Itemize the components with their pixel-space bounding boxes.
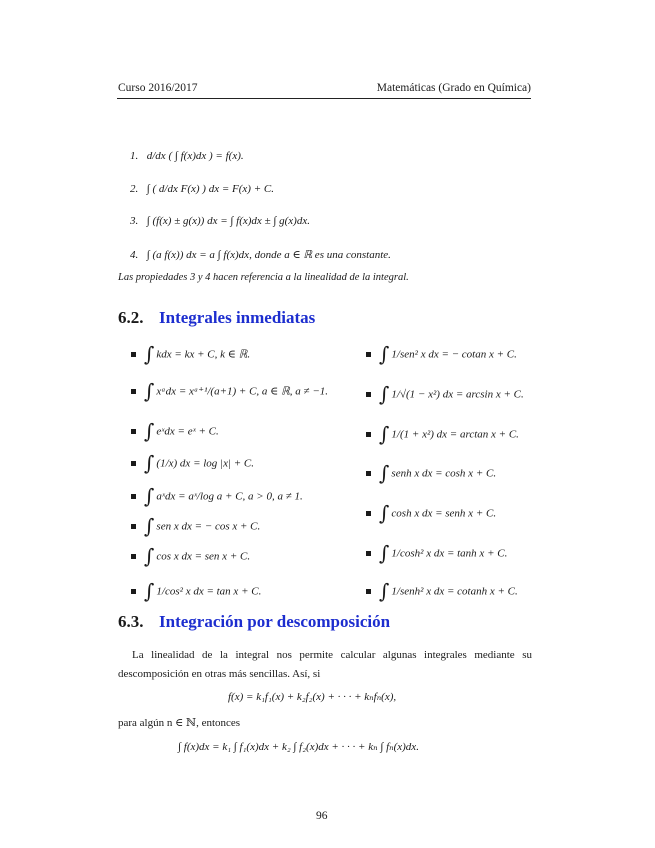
integral-sign: ∫ bbox=[379, 422, 390, 446]
integral-sign: ∫ bbox=[379, 461, 390, 485]
property-text: ∫ ( d/dx F(x) ) dx = F(x) + C. bbox=[146, 183, 274, 195]
integral-formula: 1/cosh² x dx = tanh x + C. bbox=[391, 547, 508, 560]
property-number: 2. bbox=[130, 183, 139, 195]
property-number: 3. bbox=[130, 215, 139, 227]
list-item bbox=[366, 343, 517, 367]
bullet bbox=[366, 551, 371, 556]
list-item bbox=[366, 502, 496, 526]
property-text: ∫ (f(x) ± g(x)) dx = ∫ f(x)dx ± ∫ g(x)dx. bbox=[146, 215, 310, 227]
section-heading-integracion-por-descomposicion bbox=[118, 612, 390, 632]
integral-sign: ∫ bbox=[144, 379, 155, 403]
integral-formula: (1/x) dx = log |x| + C. bbox=[156, 457, 254, 470]
integral-formula: 1/cos² x dx = tan x + C. bbox=[156, 585, 262, 598]
section-title: Integrales inmediatas bbox=[159, 308, 316, 327]
property-3 bbox=[130, 215, 310, 227]
integral-formula: 1/sen² x dx = − cotan x + C. bbox=[391, 348, 517, 361]
property-text: d/dx ( ∫ f(x)dx ) = f(x). bbox=[146, 150, 244, 162]
integral-formula: senh x dx = cosh x + C. bbox=[391, 467, 497, 480]
bullet bbox=[366, 432, 371, 437]
property-text: ∫ (a f(x)) dx = a ∫ f(x)dx, donde a ∈ ℝ es una constante. bbox=[146, 249, 391, 261]
integral-formula: 1/(1 + x²) dx = arctan x + C. bbox=[391, 428, 519, 441]
list-item bbox=[131, 420, 219, 444]
equation-descomposicion: f(x) = k₁f₁(x) + k₂f₂(x) + · · · + kₙfₙ(x), bbox=[228, 691, 397, 703]
list-item bbox=[366, 423, 519, 447]
integral-formula: kdx = kx + C, k ∈ ℝ. bbox=[156, 348, 251, 361]
bullet bbox=[131, 494, 136, 499]
bullet bbox=[131, 389, 136, 394]
paragraph-linealidad: La linealidad de la integral nos permite calcular algunas integrales mediante su descomposición en otras más sencillas. Así, si bbox=[118, 649, 532, 680]
integral-sign: ∫ bbox=[144, 514, 155, 538]
section-number: 6.3. bbox=[118, 612, 144, 631]
list-item bbox=[131, 545, 250, 569]
header-rule bbox=[117, 98, 531, 99]
integral-formula: 1/senh² x dx = cotanh x + C. bbox=[391, 585, 518, 598]
integral-sign: ∫ bbox=[144, 579, 155, 603]
integral-sign: ∫ bbox=[379, 501, 390, 525]
property-4 bbox=[130, 248, 391, 261]
bullet bbox=[131, 352, 136, 357]
integral-sign: ∫ bbox=[144, 544, 155, 568]
linearity-remark: Las propiedades 3 y 4 hacen referencia a la linealidad de la integral. bbox=[118, 272, 409, 283]
integral-formula: cos x dx = sen x + C. bbox=[156, 550, 251, 563]
property-number: 1. bbox=[130, 150, 139, 162]
property-2 bbox=[130, 183, 274, 195]
list-item bbox=[366, 542, 507, 566]
bullet bbox=[131, 461, 136, 466]
property-number: 4. bbox=[130, 249, 139, 261]
list-item bbox=[366, 383, 524, 407]
integral-sign: ∫ bbox=[144, 484, 155, 508]
integral-formula: 1/√(1 − x²) dx = arcsin x + C. bbox=[391, 388, 524, 401]
page-number: 96 bbox=[316, 810, 328, 822]
integral-sign: ∫ bbox=[379, 342, 390, 366]
list-item bbox=[131, 343, 250, 367]
integral-formula: sen x dx = − cos x + C. bbox=[156, 520, 261, 533]
bullet bbox=[366, 511, 371, 516]
bullet bbox=[366, 352, 371, 357]
integral-sign: ∫ bbox=[379, 579, 390, 603]
list-item bbox=[366, 580, 518, 604]
integral-sign: ∫ bbox=[144, 451, 155, 475]
list-item bbox=[131, 485, 303, 509]
bullet bbox=[366, 589, 371, 594]
integral-formula: xᵃdx = xᵃ⁺¹/(a+1) + C, a ∈ ℝ, a ≠ −1. bbox=[156, 385, 328, 398]
running-header-right: Matemáticas (Grado en Química) bbox=[376, 82, 531, 94]
list-item bbox=[366, 462, 496, 486]
bullet bbox=[366, 471, 371, 476]
equation-integral-descomposicion: ∫ f(x)dx = k₁ ∫ f₁(x)dx + k₂ ∫ f₂(x)dx + · · · + kₙ ∫ fₙ(x)dx. bbox=[178, 741, 419, 753]
integral-sign: ∫ bbox=[144, 342, 155, 366]
list-item bbox=[131, 515, 260, 539]
integral-sign: ∫ bbox=[144, 419, 155, 443]
bullet bbox=[131, 429, 136, 434]
bullet bbox=[131, 524, 136, 529]
paragraph-entonces: para algún n ∈ ℕ, entonces bbox=[118, 717, 241, 729]
integral-sign: ∫ bbox=[379, 541, 390, 565]
running-header-left: Curso 2016/2017 bbox=[118, 82, 198, 94]
list-item bbox=[131, 380, 328, 404]
list-item bbox=[131, 452, 254, 476]
property-1 bbox=[130, 150, 244, 162]
section-number: 6.2. bbox=[118, 308, 144, 327]
integral-sign: ∫ bbox=[379, 382, 390, 406]
bullet bbox=[366, 392, 371, 397]
integral-formula: aˣdx = aˣ/log a + C, a > 0, a ≠ 1. bbox=[156, 490, 303, 503]
section-title: Integración por descomposición bbox=[159, 612, 391, 631]
integral-formula: eˣdx = eˣ + C. bbox=[156, 425, 219, 438]
bullet bbox=[131, 554, 136, 559]
section-heading-integrales-inmediatas bbox=[118, 308, 315, 328]
integral-formula: cosh x dx = senh x + C. bbox=[391, 507, 497, 520]
list-item bbox=[131, 580, 261, 604]
bullet bbox=[131, 589, 136, 594]
